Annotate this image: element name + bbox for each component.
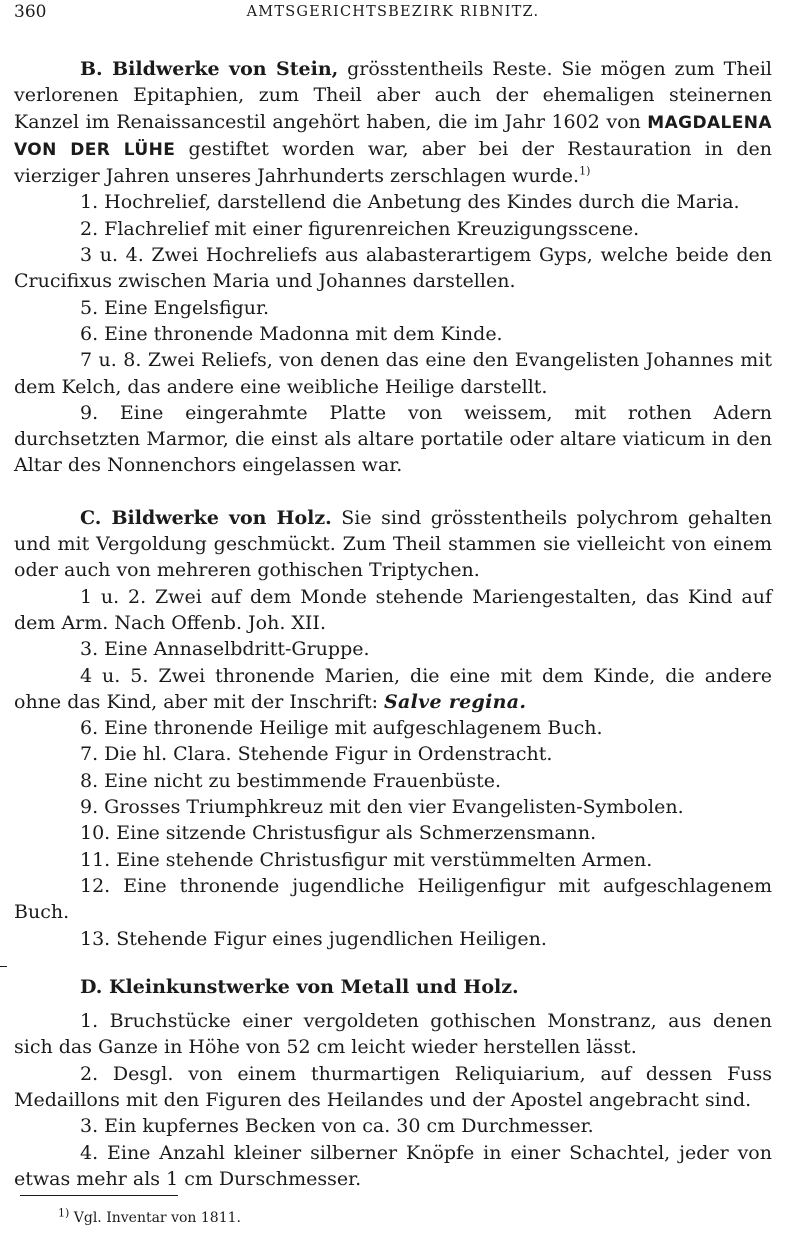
footnote-divider	[20, 1195, 178, 1196]
list-item: 3 u. 4. Zwei Hochreliefs aus alabasterartigem Gyps, welche beide den Crucifixus zwischen Maria und Johannes darstellen.	[14, 244, 772, 293]
list-item-text: 4 u. 5. Zwei thronende Marien, die eine mit dem Kinde, die andere ohne das Kind, aber mit der Inschrift:	[14, 664, 772, 713]
section-b-intro-part2: gestiftet worden war, aber bei der Restauration in den vierziger Jahren unseres Jahrhunderts zerschlagen wurde.	[14, 137, 772, 188]
footnote-text: Vgl. Inventar von 1811.	[69, 1210, 241, 1226]
section-c-heading: C. Bildwerke von Holz.	[80, 506, 332, 529]
list-item: 3. Eine Annaselbdritt-Gruppe.	[80, 638, 370, 661]
margin-mark	[0, 966, 7, 967]
list-item: 1. Bruchstücke einer vergoldeten gothischen Monstranz, aus denen sich das Ganze in Höhe von 52 cm leicht wieder herstellen lässt.	[14, 1010, 772, 1059]
list-item: 13. Stehende Figur eines jugendlichen Heiligen.	[80, 927, 547, 950]
running-head: AMTSGERICHTSBEZIRK RIBNITZ.	[246, 4, 540, 20]
footnote	[58, 1206, 241, 1226]
list-item: 12. Eine thronende jugendliche Heiligenfigur mit aufgeschlagenem Buch.	[14, 874, 772, 924]
list-item: 11. Eine stehende Christusfigur mit verstümmelten Armen.	[80, 848, 653, 871]
list-item: 7. Die hl. Clara. Stehende Figur in Ordenstracht.	[80, 743, 553, 766]
list-item: 6. Eine thronende Madonna mit dem Kinde.	[80, 322, 503, 345]
list-item: 10. Eine sitzende Christusfigur als Schmerzensmann.	[80, 822, 597, 845]
footnote-marker: 1)	[58, 1206, 70, 1220]
section-c-intro-text: Sie sind grösstentheils polychrom gehalten und mit Vergoldung geschmückt. Zum Theil stammen sie vielleicht von einem oder auch von mehreren gothischen Triptychen.	[14, 506, 773, 582]
list-item: 8. Eine nicht zu bestimmende Frauenbüste.	[80, 769, 501, 792]
body-text	[14, 56, 772, 1192]
list-item: 5. Eine Engelsfigur.	[80, 296, 270, 319]
list-item: 7 u. 8. Zwei Reliefs, von denen das eine den Evangelisten Johannes mit dem Kelch, das andere eine weibliche Heilige darstellt.	[14, 349, 772, 398]
section-b-intro-part1: grösstentheils Reste. Sie mögen zum Theil verlorenen Epitaphien, zum Theil aber auch der ehemaligen steinernen Kanzel im Renaissancestil angehört haben, die im Jahr 1602 von	[14, 58, 772, 133]
list-item: 1. Hochrelief, darstellend die Anbetung des Kindes durch die Maria.	[80, 191, 740, 214]
section-b-intro	[14, 56, 772, 189]
list-item: 3. Ein kupfernes Becken von ca. 30 cm Durchmesser.	[80, 1115, 594, 1138]
list-item: 2. Flachrelief mit einer figurenreichen Kreuzigungsscene.	[80, 217, 640, 240]
section-c-intro	[14, 505, 772, 584]
section-d-heading: D. Kleinkunstwerke von Metall und Holz.	[80, 975, 519, 998]
inscription-salve-regina: Salve regina.	[384, 690, 527, 713]
list-item	[14, 663, 772, 716]
footnote-reference: 1)	[579, 164, 591, 178]
page-number: 360	[14, 2, 47, 22]
list-item: 6. Eine thronende Heilige mit aufgeschlagenem Buch.	[80, 717, 603, 740]
list-item: 9. Grosses Triumphkreuz mit den vier Evangelisten-Symbolen.	[80, 796, 684, 819]
list-item: 2. Desgl. von einem thurmartigen Reliquiarium, auf dessen Fuss Medaillons mit den Figuren des Heilandes und der Apostel angebracht sind.	[14, 1062, 772, 1111]
list-item: 1 u. 2. Zwei auf dem Monde stehende Mariengestalten, das Kind auf dem Arm. Nach Offenb. Joh. XII.	[14, 585, 772, 634]
list-item: 4. Eine Anzahl kleiner silberner Knöpfe in einer Schachtel, jeder von etwas mehr als 1 cm Durschmesser.	[14, 1141, 772, 1190]
donor-name: MAGDALENA VON DER LÜHE	[14, 112, 772, 160]
section-b-heading: B. Bildwerke von Stein,	[80, 58, 339, 80]
list-item: 9. Eine eingerahmte Platte von weissem, mit rothen Adern durchsetzten Marmor, die einst als altare portatile oder altare viaticum in den Altar des Nonnenchors eingelassen war.	[14, 401, 772, 477]
